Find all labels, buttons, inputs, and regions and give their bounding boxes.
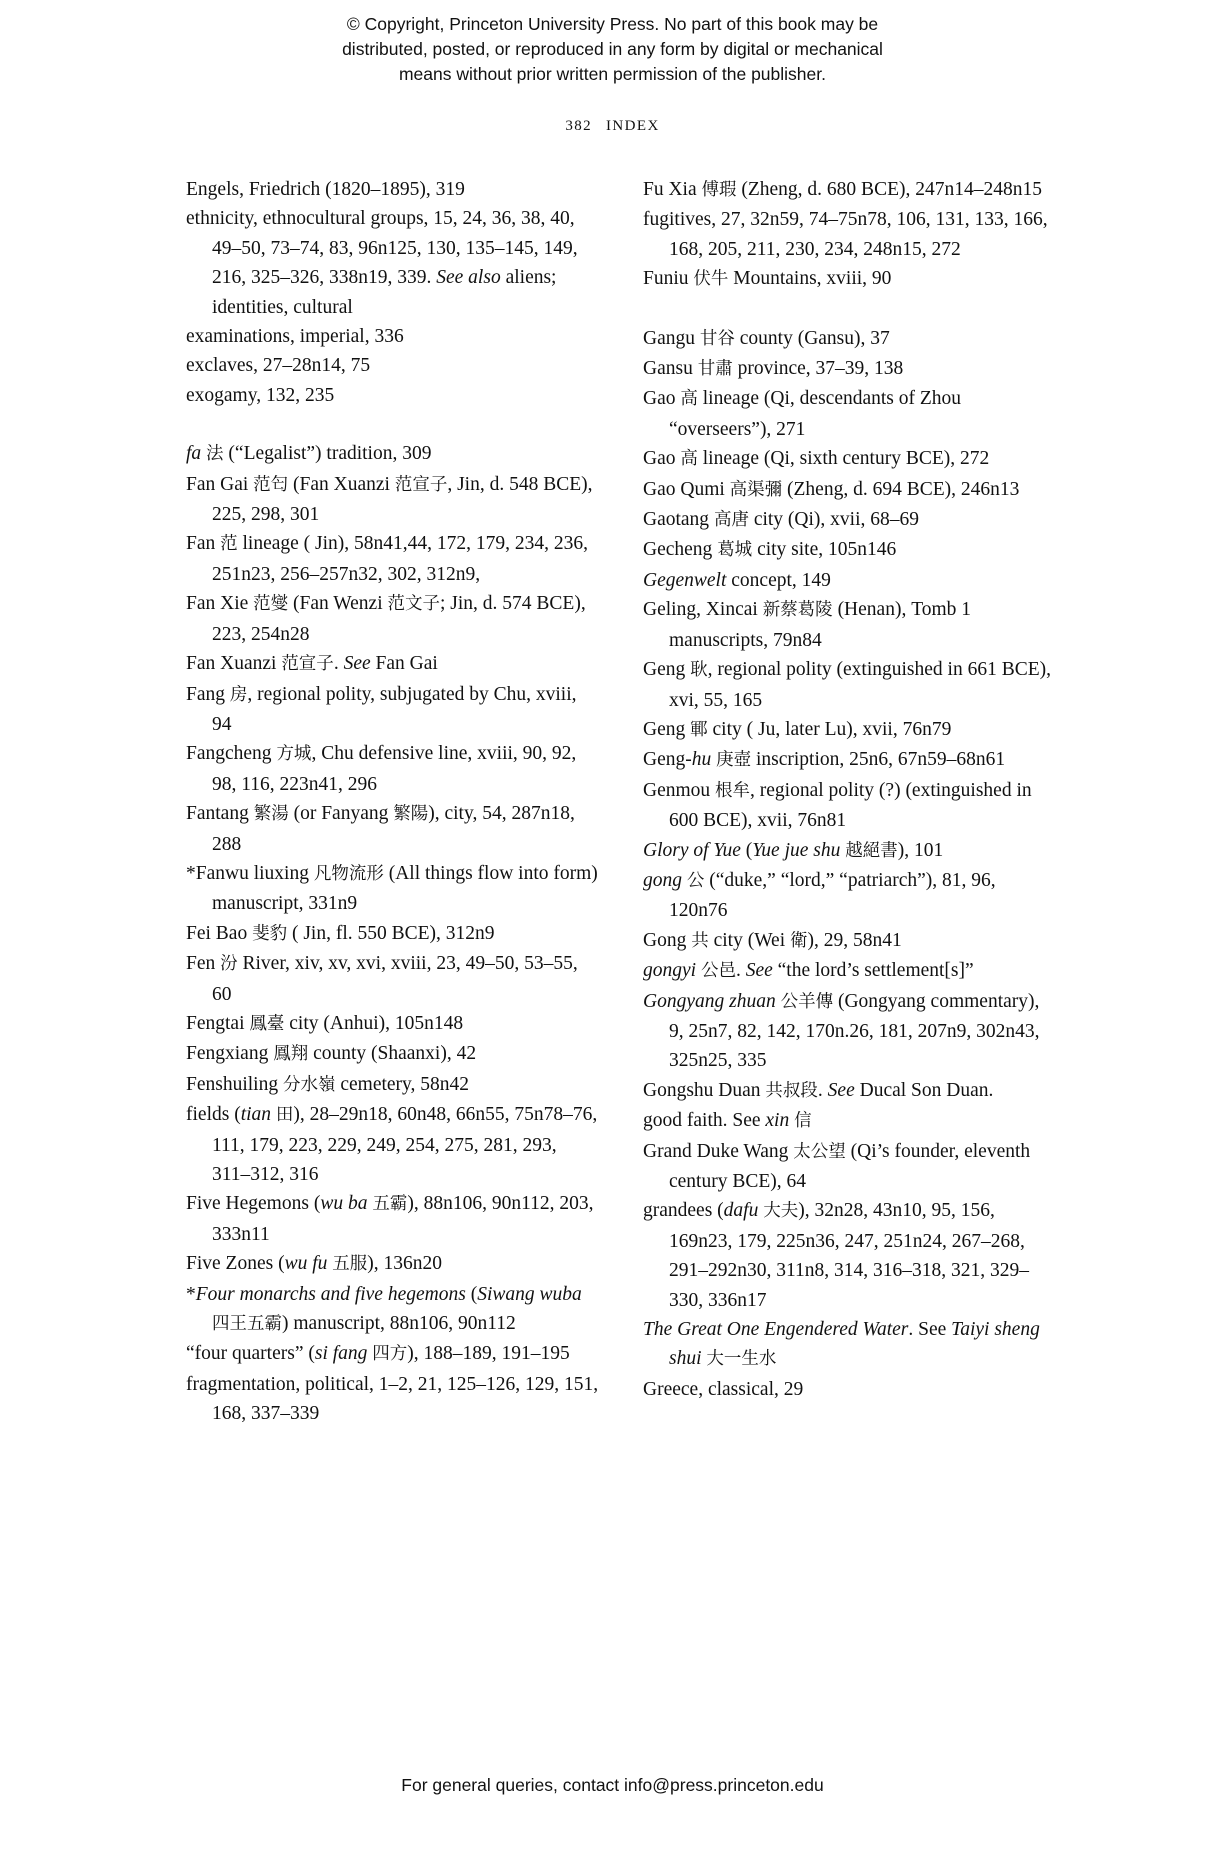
- index-entry: Gangu 甘谷 county (Gansu), 37: [643, 327, 890, 349]
- index-entry: Fan Xie 范燮 (Fan Wenzi 范文子; Jin, d. 574 BCE), 223, 254n28: [186, 593, 586, 645]
- index-entry: Gongshu Duan 共叔段. See Ducal Son Duan.: [643, 1079, 994, 1101]
- index-entry: Gaotang 高唐 city (Qi), xvii, 68–69: [643, 509, 920, 531]
- index-entry: Gao Qumi 高渠彌 (Zheng, d. 694 BCE), 246n13: [643, 478, 1020, 500]
- index-entry: ethnicity, ethnocultural groups, 15, 24, 36, 38, 40, 49–50, 73–74, 83, 96n125, 130, 135–145, 149, 216, 325–326, 338n19, 339. See also aliens; identities, cultural: [186, 208, 578, 318]
- index-entry: gongyi 公邑. See “the lord’s settlement[s]”: [643, 960, 974, 982]
- index-entry: Fu Xia 傅瑕 (Zheng, d. 680 BCE), 247n14–248n15: [643, 179, 1042, 200]
- index-entry: Genmou 根牟, regional polity (?) (extinguished in 600 BCE), xvii, 76n81: [643, 779, 1032, 832]
- index-entry: Fengtai 鳳臺 city (Anhui), 105n148: [186, 1012, 464, 1034]
- index-entry: examinations, imperial, 336: [186, 326, 404, 348]
- index-entry: Gegenwelt concept, 149: [643, 569, 831, 591]
- index-entry: Glory of Yue (Yue jue shu 越絕書), 101: [643, 839, 944, 861]
- index-entry: Geng 耿, regional polity (extinguished in 661 BCE), xvi, 55, 165: [643, 659, 1051, 711]
- letter-section-gap: [186, 410, 599, 439]
- index-entry: Fengxiang 鳳翔 county (Shaanxi), 42: [186, 1043, 477, 1065]
- index-entry: exogamy, 132, 235: [186, 384, 335, 406]
- copyright-line-1: © Copyright, Princeton University Press. No part of this book may be: [346, 14, 879, 34]
- index-entry: exclaves, 27–28n14, 75: [186, 355, 371, 377]
- index-entry: Geng-hu 庚壺 inscription, 25n6, 67n59–68n61: [643, 749, 1006, 771]
- index-entry: fragmentation, political, 1–2, 21, 125–126, 129, 151, 168, 337–339: [186, 1373, 599, 1425]
- running-head-label: INDEX: [606, 118, 660, 134]
- index-entry: *Fanwu liuxing 凡物流形 (All things flow into form) manuscript, 331n9: [186, 862, 598, 915]
- index-entry: Fenshuiling 分水嶺 cemetery, 58n42: [186, 1073, 470, 1095]
- index-entry: Gao 高 lineage (Qi, descendants of Zhou “overseers”), 271: [643, 388, 962, 440]
- index-entry: Fantang 繁湯 (or Fanyang 繁陽), city, 54, 287n18, 288: [186, 803, 575, 855]
- index-entry: Fan 范 lineage ( Jin), 58n41,44, 172, 179, 234, 236, 251n23, 256–257n32, 302, 312n9,: [186, 533, 589, 585]
- index-column-left: [186, 175, 599, 1429]
- index-entry: Fei Bao 斐豹 ( Jin, fl. 550 BCE), 312n9: [186, 922, 495, 944]
- copyright-notice: [0, 12, 1225, 87]
- index-entry: Gongyang zhuan 公羊傳 (Gongyang commentary), 9, 25n7, 82, 142, 170n.26, 181, 207n9, 302n43, 325n25, 335: [643, 990, 1040, 1072]
- index-entry: Five Hegemons (wu ba 五霸), 88n106, 90n112, 203, 333n11: [186, 1193, 594, 1245]
- index-entry: fa 法 (“Legalist”) tradition, 309: [186, 443, 432, 465]
- page-footer: For general queries, contact info@press.princeton.edu: [401, 1775, 824, 1795]
- index-entry: grandees (dafu 大夫), 32n28, 43n10, 95, 156, 169n23, 179, 225n36, 247, 251n24, 267–268, 291–292n30, 311n8, 314, 316–318, 321, 329–330, 336n17: [643, 1200, 1030, 1311]
- index-entry: Greece, classical, 29: [643, 1378, 804, 1400]
- index-entry: Gong 共 city (Wei 衛), 29, 58n41: [643, 929, 902, 951]
- index-entry: Grand Duke Wang 太公望 (Qi’s founder, eleventh century BCE), 64: [643, 1140, 1031, 1192]
- index-entry: Fan Gai 范匄 (Fan Xuanzi 范宣子, Jin, d. 548 BCE), 225, 298, 301: [186, 473, 593, 526]
- index-column-right: [643, 175, 1056, 1429]
- page-header: [0, 118, 1225, 135]
- index-columns: [186, 175, 1056, 1429]
- index-entry: fugitives, 27, 32n59, 74–75n78, 106, 131, 133, 166, 168, 205, 211, 230, 234, 248n15, 272: [643, 209, 1048, 260]
- index-entry: Fangcheng 方城, Chu defensive line, xviii, 90, 92, 98, 116, 223n41, 296: [186, 743, 577, 795]
- index-entry: Fan Xuanzi 范宣子. See Fan Gai: [186, 653, 438, 675]
- page-number: 382: [565, 118, 593, 134]
- copyright-line-2: distributed, posted, or reproduced in any form by digital or mechanical: [342, 39, 883, 59]
- index-entry: Fen 汾 River, xiv, xv, xvi, xviii, 23, 49–50, 53–55, 60: [186, 953, 578, 1005]
- index-entry: Gao 高 lineage (Qi, sixth century BCE), 272: [643, 448, 990, 470]
- index-entry: Gansu 甘肅 province, 37–39, 138: [643, 358, 904, 380]
- index-entry: Engels, Friedrich (1820–1895), 319: [186, 179, 465, 200]
- index-entry: good faith. See xin 信: [643, 1110, 812, 1132]
- index-entry: Gecheng 葛城 city site, 105n146: [643, 539, 897, 561]
- letter-section-gap: [643, 295, 1056, 324]
- index-entry: Geng 鄆 city ( Ju, later Lu), xvii, 76n79: [643, 718, 952, 740]
- index-entry: “four quarters” (si fang 四方), 188–189, 191–195: [186, 1343, 570, 1365]
- copyright-line-3: means without prior written permission of the publisher.: [398, 64, 826, 84]
- index-entry: gong 公 (“duke,” “lord,” “patriarch”), 81, 96, 120n76: [643, 869, 996, 922]
- index-entry: *Four monarchs and five hegemons (Siwang wuba 四王五霸) manuscript, 88n106, 90n112: [186, 1283, 582, 1335]
- index-entry: Fang 房, regional polity, subjugated by Chu, xviii, 94: [186, 683, 577, 735]
- index-entry: The Great One Engendered Water. See Taiyi sheng shui 大一生水: [643, 1319, 1040, 1370]
- index-entry: Geling, Xincai 新蔡葛陵 (Henan), Tomb 1 manuscripts, 79n84: [643, 599, 972, 651]
- index-entry: Five Zones (wu fu 五服), 136n20: [186, 1253, 443, 1275]
- index-entry: Funiu 伏牛 Mountains, xviii, 90: [643, 268, 892, 290]
- index-entry: fields (tian 田), 28–29n18, 60n48, 66n55, 75n78–76, 111, 179, 223, 229, 249, 254, 275, 281, 293, 311–312, 316: [186, 1104, 598, 1185]
